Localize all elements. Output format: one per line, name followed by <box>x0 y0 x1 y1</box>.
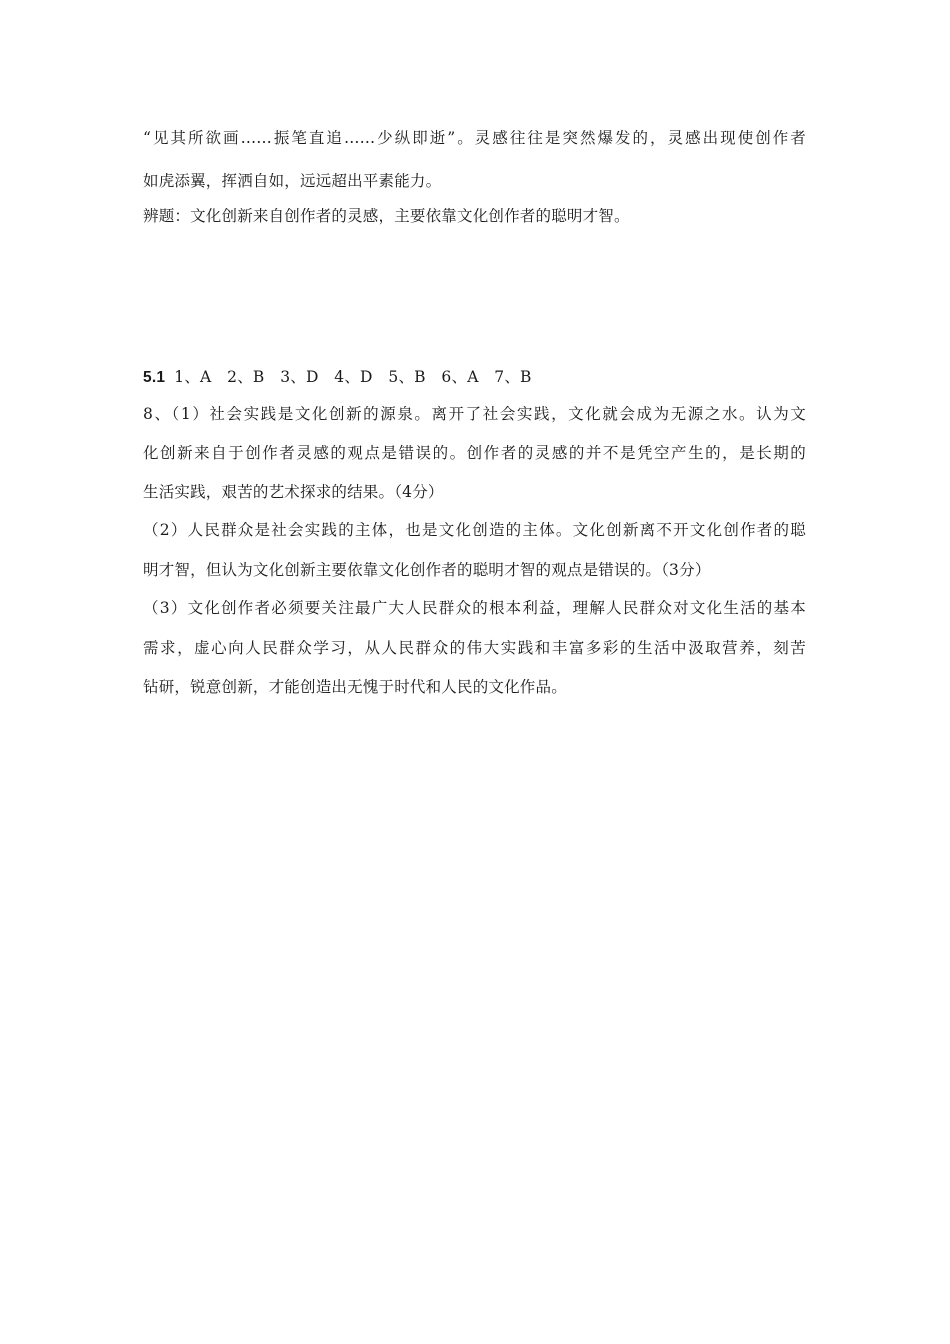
q8-line-6: （3）文化创作者必须要关注最广大人民群众的根本利益，理解人民群众对文化生活的基本 <box>143 599 806 617</box>
q8-line-1: 8、（1）社会实践是文化创新的源泉。离开了社会实践，文化就会成为无源之水。认为文 <box>143 405 806 423</box>
answer-choices-row <box>143 367 532 388</box>
q8-line-4: （2）人民群众是社会实践的主体，也是文化创造的主体。文化创新离不开文化创作者的聪 <box>143 521 806 539</box>
intro-line-2: 如虎添翼，挥洒自如，远远超出平素能力。 <box>143 172 442 190</box>
intro-line-1: “见其所欲画……振笔直追……少纵即逝”。灵感往往是突然爆发的，灵感出现使创作者 <box>143 129 806 147</box>
q8-line-7: 需求，虚心向人民群众学习，从人民群众的伟大实践和丰富多彩的生活中汲取营养，刻苦 <box>143 639 806 657</box>
multiple-choice-answers: 1、A 2、B 3、D 4、D 5、B 6、A 7、B <box>174 368 532 386</box>
q8-line-3: 生活实践，艰苦的艺术探求的结果。（4分） <box>143 483 444 501</box>
q8-line-2: 化创新来自于创作者灵感的观点是错误的。创作者的灵感的并不是凭空产生的，是长期的 <box>143 444 806 462</box>
q8-line-5: 明才智，但认为文化创新主要依靠文化创作者的聪明才智的观点是错误的。（3分） <box>143 561 711 579</box>
section-number: 5.1 <box>143 369 166 386</box>
q8-line-8: 钻研，锐意创新，才能创造出无愧于时代和人民的文化作品。 <box>143 678 567 696</box>
discussion-topic: 辨题：文化创新来自创作者的灵感，主要依靠文化创作者的聪明才智。 <box>143 207 630 225</box>
